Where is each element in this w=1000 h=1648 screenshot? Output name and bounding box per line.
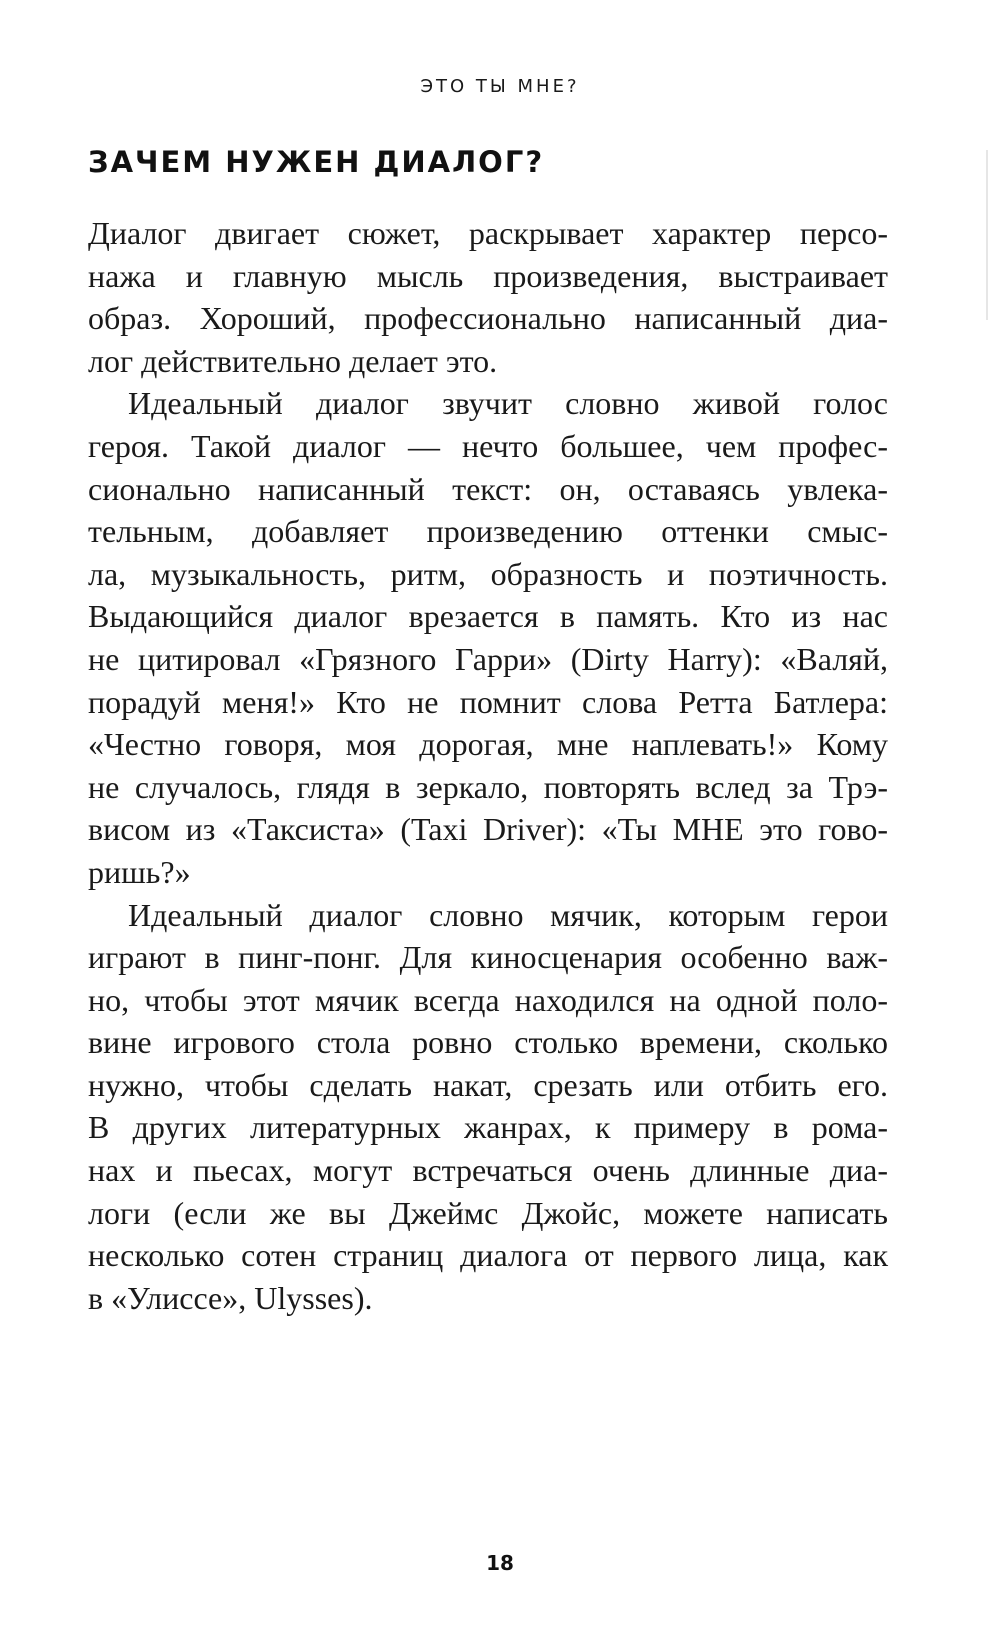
text-line: ришь?» <box>88 853 191 890</box>
text-line: В других литературных жанрах, к примеру в рома- <box>88 1109 888 1146</box>
paragraph-1 <box>88 212 888 382</box>
text-line: логи (если же вы Джеймс Джойс, можете написать <box>88 1194 888 1231</box>
text-line: вине игрового стола ровно столько времени, сколько <box>88 1024 888 1061</box>
text-line: сионально написанный текст: он, оставаясь увлека- <box>88 470 888 507</box>
text-line: висом из «Таксиста» (Taxi Driver): «Ты МНЕ это гово- <box>88 811 888 848</box>
text-line: нужно, чтобы сделать накат, срезать или отбить его. <box>88 1066 888 1103</box>
text-line: Выдающийся диалог врезается в память. Кто из нас <box>88 598 888 635</box>
text-line: порадуй меня!» Кто не помнит слова Ретта Батлера: <box>88 683 888 720</box>
body-text <box>88 212 888 1319</box>
paragraph-3 <box>88 894 888 1320</box>
text-line: «Честно говоря, моя дорогая, мне наплевать!» Кому <box>88 726 888 763</box>
text-line: тельным, добавляет произведению оттенки смыс- <box>88 513 888 550</box>
text-line: Диалог двигает сюжет, раскрывает характер персо- <box>88 215 888 251</box>
text-line: нажа и главную мысль произведения, выстраивает <box>88 257 888 294</box>
text-line: но, чтобы этот мячик всегда находился на одной поло- <box>88 981 888 1018</box>
text-line: нах и пьесах, могут встречаться очень длинные диа- <box>88 1152 888 1189</box>
text-line: не цитировал «Грязного Гарри» (Dirty Harry): «Валяй, <box>88 640 888 677</box>
text-line: несколько сотен страниц диалога от первого лица, как <box>88 1237 888 1274</box>
text-line: лог действительно делает это. <box>88 342 498 379</box>
text-line: Идеальный диалог звучит словно живой голос <box>128 385 888 422</box>
chapter-heading: ЗАЧЕМ НУЖЕН ДИАЛОГ? <box>88 145 545 179</box>
text-line: героя. Такой диалог — нечто большее, чем профес- <box>88 427 888 464</box>
text-line: ла, музыкальность, ритм, образность и поэтичность. <box>88 555 888 592</box>
paragraph-2 <box>88 382 888 893</box>
running-head: ЭТО ТЫ МНЕ? <box>420 76 580 97</box>
page-edge-mark <box>986 150 988 320</box>
text-line: не случалось, глядя в зеркало, повторять вслед за Трэ- <box>88 768 888 805</box>
text-line: играют в пинг-понг. Для киносценария особенно важ- <box>88 939 888 976</box>
page-number: 18 <box>486 1551 514 1575</box>
text-line: в «Улиссе», Ulysses). <box>88 1279 373 1316</box>
text-line: образ. Хороший, профессионально написанный диа- <box>88 300 888 337</box>
text-line: Идеальный диалог словно мячик, которым герои <box>128 896 888 933</box>
